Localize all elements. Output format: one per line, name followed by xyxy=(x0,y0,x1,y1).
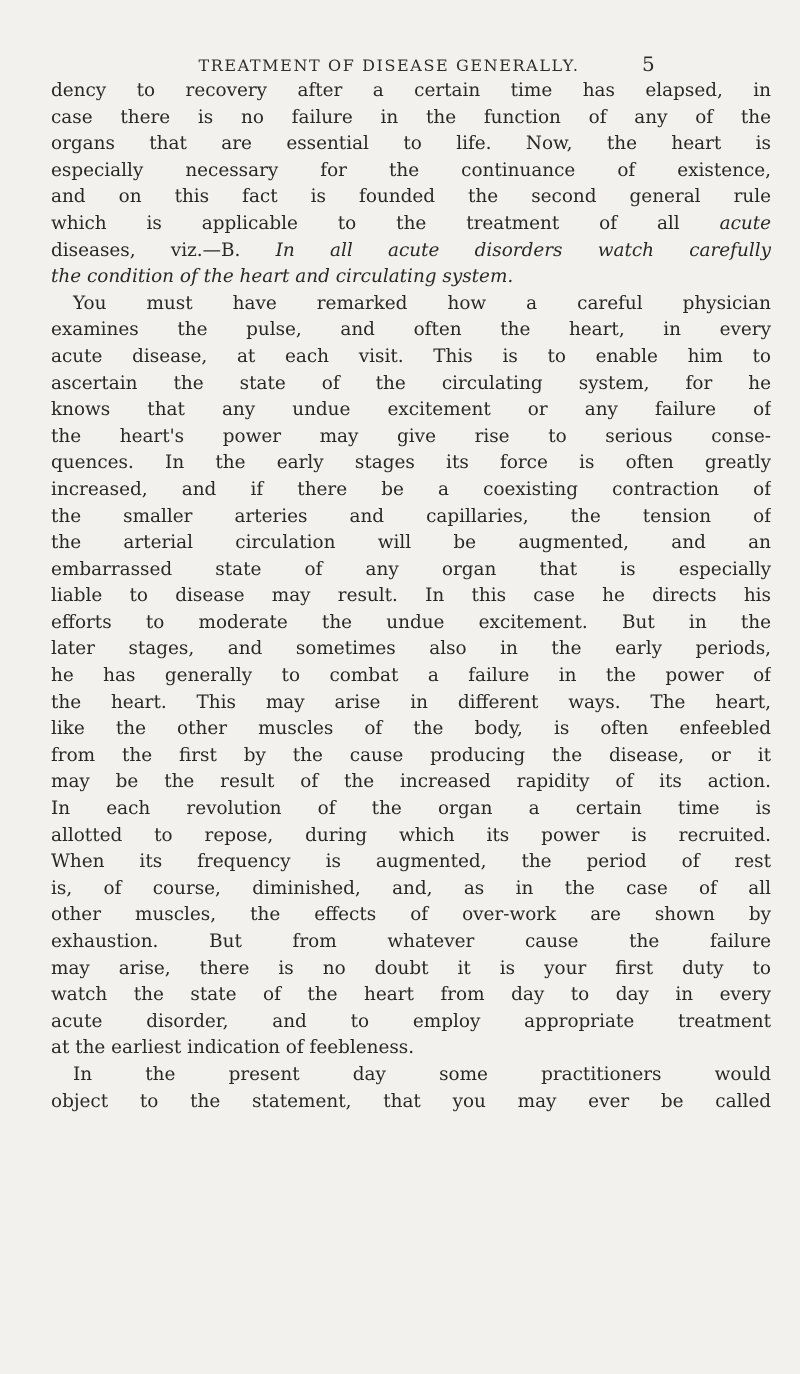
text-line: at the earliest indication of feebleness. xyxy=(51,1037,415,1059)
body-text xyxy=(51,78,771,1115)
text-line: allotted to repose, during which its power is recruited. xyxy=(51,824,771,846)
text-line: organs that are essential to life. Now, the heart is xyxy=(51,133,771,155)
text-line: increased, and if there be a coexisting contraction of xyxy=(51,478,771,500)
text-span: diseases, viz.—B. xyxy=(51,239,241,261)
text-line: acute disorder, and to employ appropriate treatment xyxy=(51,1010,771,1032)
text-line: the smaller arteries and capillaries, the tension of xyxy=(51,505,771,527)
text-line: like the other muscles of the body, is often enfeebled xyxy=(51,718,771,740)
italic-text: acute xyxy=(719,212,771,234)
text-line xyxy=(51,238,771,265)
text-line: the heart. This may arise in different ways. The heart, xyxy=(51,691,771,713)
text-line: other muscles, the effects of over-work are shown by xyxy=(51,904,771,926)
text-line: You must have remarked how a careful physician xyxy=(73,292,771,314)
text-line: examines the pulse, and often the heart, in every xyxy=(51,319,771,341)
text-line: embarrassed state of any organ that is especially xyxy=(51,558,771,580)
text-line: he has generally to combat a failure in the power of xyxy=(51,665,771,687)
text-line: object to the statement, that you may ever be called xyxy=(51,1090,771,1112)
text-line: quences. In the early stages its force is often greatly xyxy=(51,452,771,474)
text-line: from the first by the cause producing the disease, or it xyxy=(51,744,771,766)
text-line: acute disease, at each visit. This is to enable him to xyxy=(51,345,771,367)
page-number: 5 xyxy=(642,52,655,76)
text-line: In each revolution of the organ a certain time is xyxy=(51,798,771,820)
text-line: efforts to moderate the undue excitement. But in the xyxy=(51,611,771,633)
text-line: case there is no failure in the function of any of the xyxy=(51,106,771,128)
text-line: When its frequency is augmented, the period of rest xyxy=(51,851,771,873)
text-line: liable to disease may result. In this case he directs his xyxy=(51,585,771,607)
text-line: may arise, there is no doubt it is your first duty to xyxy=(51,957,771,979)
text-line: especially necessary for the continuance of existence, xyxy=(51,159,771,181)
text-line: may be the result of the increased rapidity of its action. xyxy=(51,771,771,793)
text-line: knows that any undue excitement or any failure of xyxy=(51,399,771,421)
text-line: ascertain the state of the circulating system, for he xyxy=(51,372,771,394)
text-line: is, of course, diminished, and, as in the case of all xyxy=(51,877,771,899)
text-line: dency to recovery after a certain time has elapsed, in xyxy=(51,80,771,101)
text-line xyxy=(51,211,771,238)
text-line: the condition of the heart and circulating system. xyxy=(51,266,514,288)
italic-text: In all acute disorders watch carefully xyxy=(275,239,771,261)
running-head: TREATMENT OF DISEASE GENERALLY. xyxy=(198,56,580,75)
text-line: watch the state of the heart from day to day in every xyxy=(51,984,771,1006)
text-line: later stages, and sometimes also in the early periods, xyxy=(51,638,771,660)
text-line: and on this fact is founded the second general rule xyxy=(51,186,771,208)
text-span: which is applicable to the treatment of all xyxy=(51,212,680,234)
text-line: exhaustion. But from whatever cause the failure xyxy=(51,931,771,952)
text-line: the arterial circulation will be augmented, and an xyxy=(51,532,771,554)
text-line: the heart's power may give rise to serious conse- xyxy=(51,425,771,447)
text-line: In the present day some practitioners would xyxy=(73,1063,771,1085)
